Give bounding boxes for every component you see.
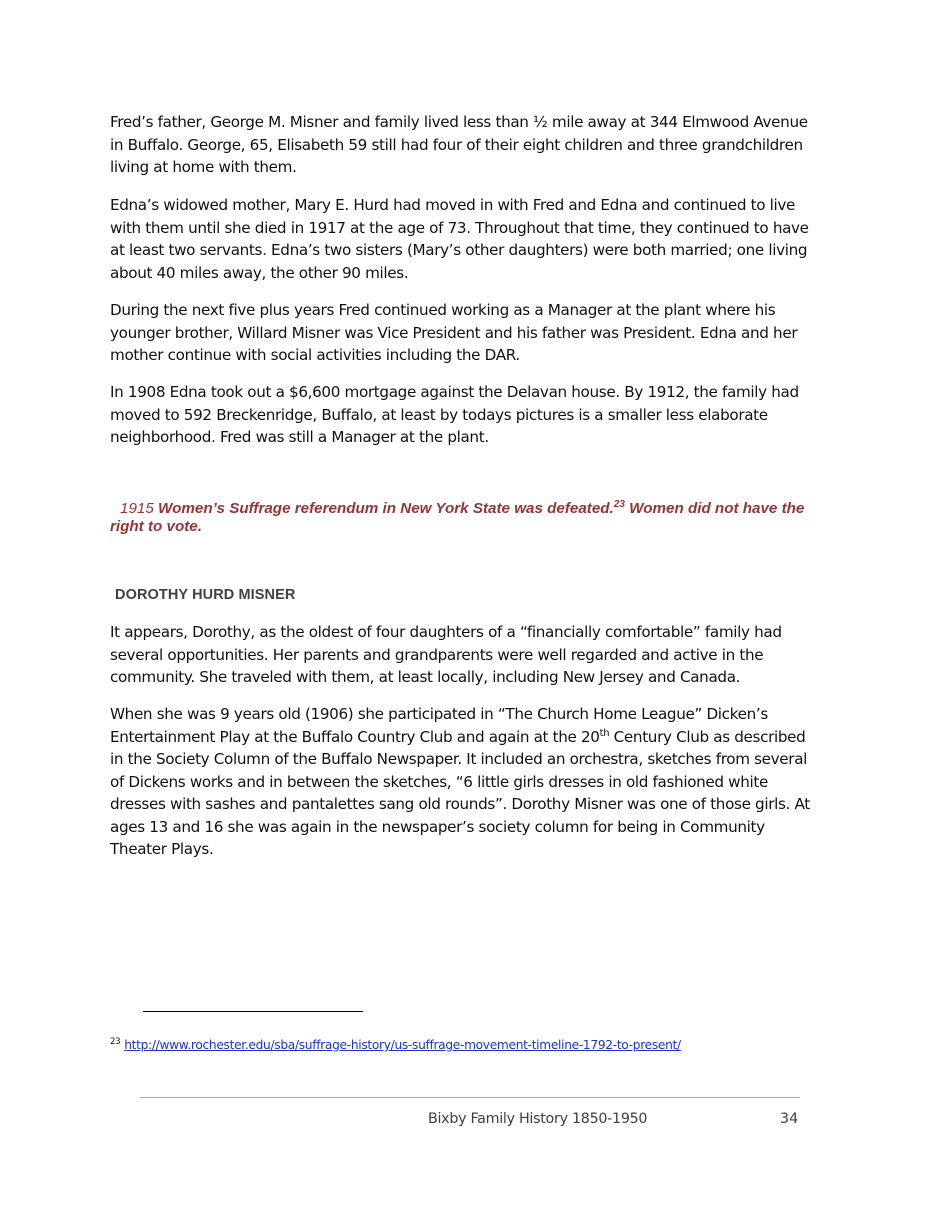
footer-title: Bixby Family History 1850-1950 [428,1111,648,1127]
paragraph-dorothy-opportunities: It appears, Dorothy, as the oldest of four daughters of a “financially comfortable” family had several opportunities. Her parents and grandparents were well regarded and active in the community. She traveled with them, at least locally, including New Jersey and Canada. [110,623,782,686]
paragraph-george-misner: Fred’s father, George M. Misner and family lived less than ½ mile away at 344 Elmwood Avenue in Buffalo. George, 65, Elisabeth 59 still had four of their eight children and three grandchildren living at home with them. [110,113,808,176]
footnote-separator [143,1011,363,1012]
church-play-text-start: When she was 9 years old (1906) she participated in “The Church Home League” Dicken’s Entertainment Play at the Buffalo Country Club and again at the 20 [110,705,768,746]
paragraph-mary-hurd: Edna’s widowed mother, Mary E. Hurd had moved in with Fred and Edna and continued to live with them until she died in 1917 at the age of 73. Throughout that time, they continued to have at least two servants. Edna’s two sisters (Mary’s other daughters) were both married; one living about 40 miles away, the other 90 miles. [110,196,809,282]
paragraph-manager-plant: During the next five plus years Fred continued working as a Manager at the plant where his younger brother, Willard Misner was Vice President and his father was President. Edna and her mother continue with social activities including the DAR. [110,301,798,364]
section-heading: DOROTHY HURD MISNER [115,587,296,603]
footnote-link[interactable]: http://www.rochester.edu/sba/suffrage-history/us-suffrage-movement-timeline-1792-to-present/ [124,1038,681,1052]
suffrage-statement: Women’s Suffrage referendum in New York State was defeated. [158,500,614,517]
footer-divider [140,1097,800,1098]
paragraph-dorothy-church-play [110,703,810,861]
church-play-text-end: Century Club as described in the Society Column of the Buffalo Newspaper. It included an orchestra, sketches from several of Dickens works and in between the sketches, “6 little girls dresses in old fashioned white dresses with sashes and pantalettes sang old rounds”. Dorothy Misner was one of those girls. At ages 13 and 16 she was again in the newspaper’s society column for being in Community Theater Plays. [110,727,810,858]
suffrage-callout [110,500,810,536]
footnote-reference[interactable]: 23 [613,498,625,510]
ordinal-superscript: th [599,727,610,739]
footnote [110,1036,681,1054]
paragraph-delavan-mortgage: In 1908 Edna took out a $6,600 mortgage against the Delavan house. By 1912, the family had moved to 592 Breckenridge, Buffalo, at least by todays pictures is a smaller less elaborate neighborhood. Fred was still a Manager at the plant. [110,383,799,446]
footnote-number: 23 [110,1036,121,1047]
suffrage-year: 1915 [120,500,154,517]
page-number: 34 [780,1111,799,1127]
suffrage-continuation: Women did not have the right to vote. [110,500,805,535]
